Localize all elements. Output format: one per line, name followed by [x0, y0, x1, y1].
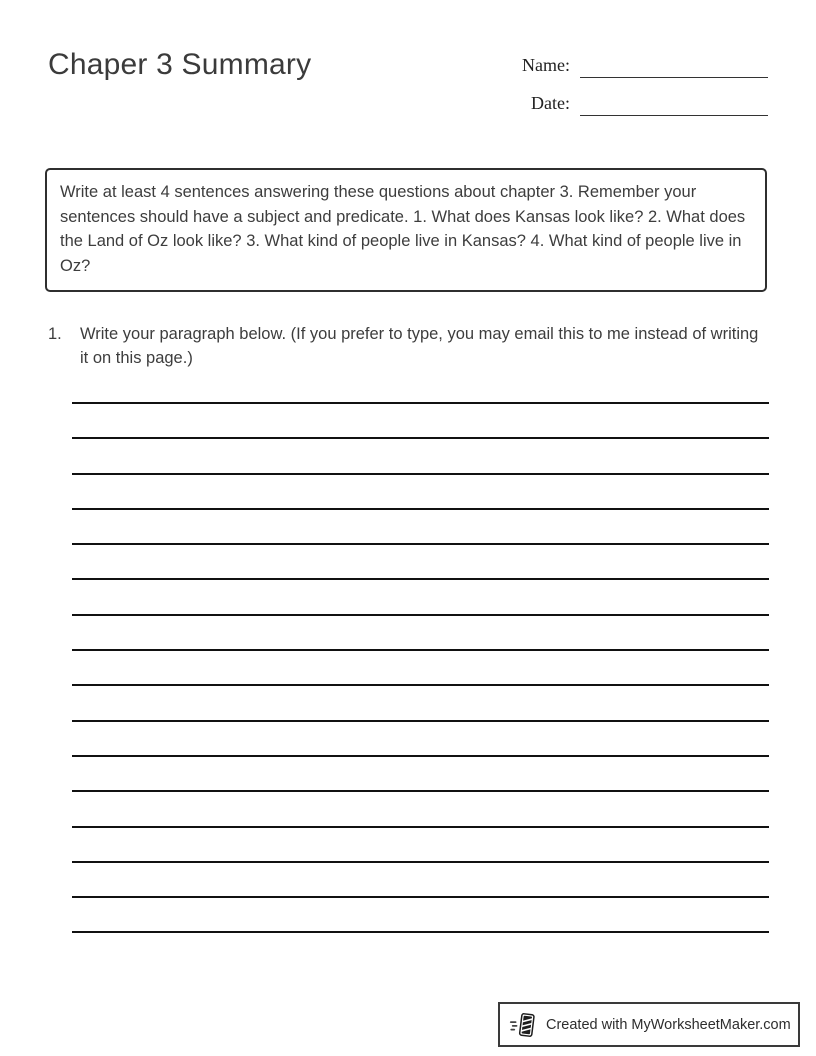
question-item — [48, 322, 768, 370]
writing-line — [72, 790, 769, 792]
writing-line — [72, 508, 769, 510]
writing-line — [72, 402, 769, 404]
instructions-box: Write at least 4 sentences answering these questions about chapter 3. Remember your sentences should have a subject and predicate. 1. What does Kansas look like? 2. What does the Land of Oz look like? 3. What kind of people live in Kansas? 4. What kind of people live in Oz? — [45, 168, 767, 292]
name-label: Name: — [522, 55, 570, 76]
writing-line — [72, 437, 769, 439]
writing-line — [72, 826, 769, 828]
footer-credit-box — [498, 1002, 800, 1047]
question-text: Write your paragraph below. (If you prefer to type, you may email this to me instead of writing it on this page.) — [80, 325, 759, 367]
writing-line — [72, 755, 769, 757]
footer-credit-text: Created with MyWorksheetMaker.com — [546, 1016, 791, 1033]
writing-line — [72, 473, 769, 475]
writing-line — [72, 896, 769, 898]
writing-line — [72, 720, 769, 722]
writing-line — [72, 543, 769, 545]
page-title: Chaper 3 Summary — [48, 48, 312, 81]
name-field-row — [500, 50, 768, 78]
writing-line — [72, 578, 769, 580]
writing-line — [72, 649, 769, 651]
writing-line — [72, 861, 769, 863]
name-blank-line — [580, 77, 768, 78]
writing-line — [72, 684, 769, 686]
flying-worksheet-icon — [509, 1010, 539, 1040]
date-label: Date: — [531, 93, 570, 114]
date-field-row — [500, 88, 768, 116]
question-number: 1. — [48, 325, 62, 343]
writing-line — [72, 614, 769, 616]
date-blank-line — [580, 115, 768, 116]
writing-line — [72, 931, 769, 933]
writing-lines — [72, 402, 769, 933]
